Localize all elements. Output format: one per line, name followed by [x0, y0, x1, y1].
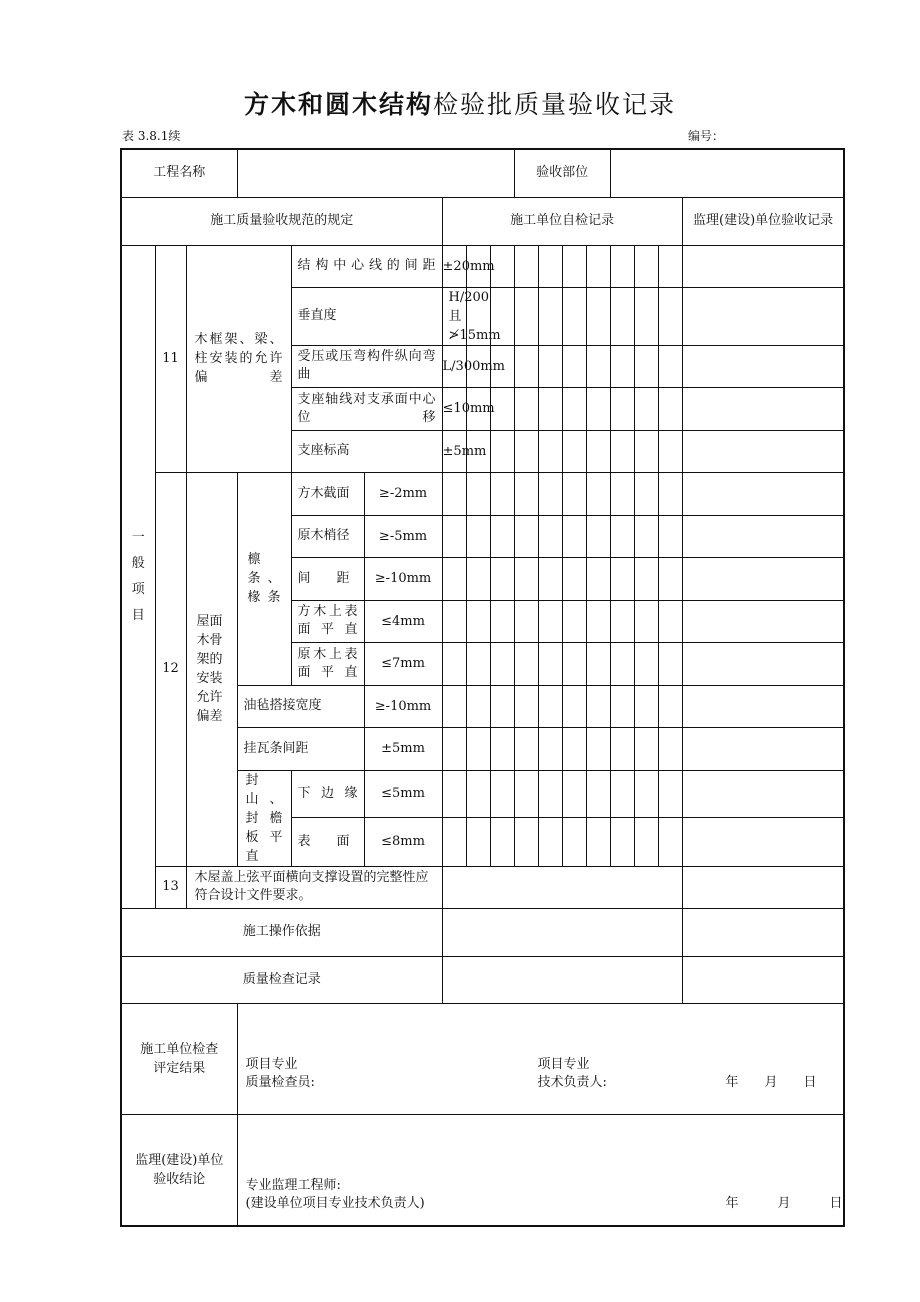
check-cell[interactable]	[538, 287, 562, 345]
acceptance-part-label: 验收部位	[514, 149, 610, 197]
check-cell[interactable]	[586, 770, 610, 817]
check-cell[interactable]	[442, 515, 466, 557]
inspection-table	[120, 148, 845, 1227]
supervise-cell[interactable]	[682, 817, 844, 866]
item11-row4-value: ≤10mm	[442, 387, 466, 430]
check-cell[interactable]	[490, 600, 514, 642]
check-cell[interactable]	[562, 557, 586, 600]
check-cell[interactable]	[514, 557, 538, 600]
basis-supervise[interactable]	[682, 908, 844, 956]
check-cell[interactable]	[658, 345, 682, 387]
purlin-row4-label: 方木上表面平直	[291, 600, 364, 642]
check-cell[interactable]	[490, 727, 514, 770]
check-cell[interactable]	[538, 430, 562, 472]
inspector-label-1: 项目专业	[245, 1056, 298, 1072]
owner-label: (建设单位项目专业技术负责人)	[245, 1195, 425, 1211]
check-cell[interactable]	[442, 557, 466, 600]
item11-no: 11	[155, 245, 186, 472]
check-cell[interactable]	[538, 642, 562, 685]
check-cell[interactable]	[538, 345, 562, 387]
check-cell[interactable]	[586, 387, 610, 430]
purlin-row1-label: 方木截面	[291, 472, 364, 515]
check-cell[interactable]	[658, 600, 682, 642]
check-cell[interactable]	[634, 600, 658, 642]
check-cell[interactable]	[610, 430, 634, 472]
check-cell[interactable]	[682, 287, 844, 345]
check-cell[interactable]	[658, 430, 682, 472]
check-cell[interactable]	[586, 515, 610, 557]
check-cell[interactable]	[538, 387, 562, 430]
check-cell[interactable]	[538, 770, 562, 817]
item11-name: 木框架、梁、柱安装的允许偏差	[186, 245, 291, 472]
check-cell[interactable]	[610, 287, 634, 345]
check-cell[interactable]	[634, 642, 658, 685]
contractor-label: 施工单位检查评定结果	[121, 1003, 237, 1114]
check-cell[interactable]	[586, 430, 610, 472]
check-cell[interactable]	[658, 642, 682, 685]
item11-row5-value: ±5mm	[442, 430, 466, 472]
title-bold: 方木和圆木结构	[243, 90, 433, 119]
supervise-cell[interactable]	[682, 515, 844, 557]
check-cell[interactable]	[610, 387, 634, 430]
supervise-cell[interactable]	[682, 685, 844, 727]
check-cell[interactable]	[634, 472, 658, 515]
check-cell[interactable]	[634, 515, 658, 557]
item11-row4-label: 支座轴线对支承面中心位移	[291, 387, 442, 430]
check-cell[interactable]	[514, 430, 538, 472]
check-cell[interactable]	[658, 770, 682, 817]
check-cell[interactable]	[586, 287, 610, 345]
check-cell[interactable]	[562, 600, 586, 642]
title-rest: 检验批质量验收记录	[433, 90, 677, 119]
item11-row3-label: 受压或压弯构件纵向弯曲	[291, 345, 442, 387]
check-cell[interactable]	[490, 515, 514, 557]
check-cell[interactable]	[562, 727, 586, 770]
self-check-header: 施工单位自检记录	[442, 197, 682, 245]
check-cell[interactable]	[586, 817, 610, 866]
check-cell[interactable]	[514, 600, 538, 642]
check-cell[interactable]	[538, 685, 562, 727]
check-cell[interactable]	[610, 600, 634, 642]
check-cell[interactable]	[658, 515, 682, 557]
acceptance-part-value[interactable]	[610, 149, 844, 197]
item12-no: 12	[155, 472, 186, 866]
supervise-cell[interactable]	[682, 770, 844, 817]
purlin-row3-label: 间 距	[291, 557, 364, 600]
check-cell[interactable]	[634, 685, 658, 727]
check-cell[interactable]	[658, 557, 682, 600]
spec-header: 施工质量验收规范的规定	[121, 197, 442, 245]
record-number-label: 编号：	[688, 129, 725, 143]
check-cell[interactable]	[442, 600, 466, 642]
eave-group-label: 封山、封檐板平直	[237, 770, 291, 866]
purlin-row3-value: ≥-10mm	[364, 557, 442, 600]
project-name-value[interactable]	[237, 149, 514, 197]
check-cell[interactable]	[634, 557, 658, 600]
purlin-row4-value: ≤4mm	[364, 600, 442, 642]
supervise-header: 监理(建设)单位验收记录	[682, 197, 844, 245]
inspector-label-2: 质量检查员:	[245, 1074, 315, 1090]
check-cell[interactable]	[586, 345, 610, 387]
record-label: 质量检查记录	[121, 956, 442, 1003]
check-cell[interactable]	[514, 685, 538, 727]
check-cell[interactable]	[634, 287, 658, 345]
check-cell[interactable]	[634, 817, 658, 866]
check-cell[interactable]	[538, 727, 562, 770]
felt-value: ≥-10mm	[364, 685, 442, 727]
eave-row1-value: ≤5mm	[364, 770, 442, 817]
supervise-cell[interactable]	[682, 600, 844, 642]
check-cell[interactable]	[562, 642, 586, 685]
check-cell[interactable]	[610, 515, 634, 557]
check-cell[interactable]	[562, 345, 586, 387]
check-cell[interactable]	[658, 685, 682, 727]
item13-text: 木屋盖上弦平面横向支撑设置的完整性应符合设计文件要求。	[186, 866, 442, 908]
supervise-cell[interactable]	[682, 642, 844, 685]
check-cell[interactable]	[490, 642, 514, 685]
check-cell[interactable]	[538, 515, 562, 557]
eave-row1-label: 下边缘	[291, 770, 364, 817]
check-cell[interactable]	[634, 387, 658, 430]
check-cell[interactable]	[442, 685, 466, 727]
supervise-cell[interactable]	[682, 557, 844, 600]
check-cell[interactable]	[634, 345, 658, 387]
eave-row2-label: 表 面	[291, 817, 364, 866]
check-cell[interactable]	[562, 287, 586, 345]
check-cell[interactable]	[610, 557, 634, 600]
basis-label: 施工操作依据	[121, 908, 442, 956]
check-cell[interactable]	[466, 817, 490, 866]
check-cell[interactable]	[682, 345, 844, 387]
purlin-row5-label: 原木上表面平直	[291, 642, 364, 685]
check-cell[interactable]	[586, 472, 610, 515]
check-cell[interactable]	[610, 642, 634, 685]
check-cell[interactable]	[634, 770, 658, 817]
check-cell[interactable]	[442, 642, 466, 685]
check-cell[interactable]	[442, 770, 466, 817]
check-cell[interactable]	[466, 515, 490, 557]
check-cell[interactable]	[586, 685, 610, 727]
check-cell[interactable]	[514, 515, 538, 557]
table-number: 表 3.8.1续	[122, 129, 181, 143]
check-cell[interactable]	[514, 727, 538, 770]
check-cell[interactable]	[538, 472, 562, 515]
check-cell[interactable]	[466, 770, 490, 817]
engineer-label: 专业监理工程师:	[245, 1177, 341, 1193]
check-cell[interactable]	[490, 817, 514, 866]
project-name-label: 工程名称	[121, 149, 237, 197]
check-cell[interactable]	[490, 770, 514, 817]
item11-row1-value: ±20mm	[442, 245, 466, 287]
check-cell[interactable]	[658, 727, 682, 770]
check-cell[interactable]	[658, 387, 682, 430]
record-value[interactable]	[442, 956, 682, 1003]
check-cell[interactable]	[610, 245, 634, 287]
check-cell[interactable]	[634, 727, 658, 770]
check-cell[interactable]	[466, 727, 490, 770]
supervisor-label: 监理(建设)单位验收结论	[121, 1114, 237, 1226]
check-cell[interactable]	[586, 727, 610, 770]
check-cell[interactable]	[466, 642, 490, 685]
check-cell[interactable]	[538, 817, 562, 866]
felt-label: 油毡搭接宽度	[237, 685, 364, 727]
purlin-row5-value: ≤7mm	[364, 642, 442, 685]
check-cell[interactable]	[514, 472, 538, 515]
check-cell[interactable]	[442, 727, 466, 770]
check-cell[interactable]	[586, 245, 610, 287]
supervise-cell[interactable]	[682, 727, 844, 770]
supervisor-date: 年 月 日	[725, 1195, 843, 1211]
check-cell[interactable]	[514, 642, 538, 685]
check-cell[interactable]	[562, 245, 586, 287]
check-cell[interactable]	[610, 345, 634, 387]
check-cell[interactable]	[490, 430, 514, 472]
item13-no: 13	[155, 866, 186, 908]
supervise-cell[interactable]	[682, 472, 844, 515]
check-cell[interactable]	[610, 472, 634, 515]
check-cell[interactable]	[586, 642, 610, 685]
check-cell[interactable]	[514, 817, 538, 866]
check-cell[interactable]	[610, 770, 634, 817]
check-cell[interactable]	[442, 817, 466, 866]
contractor-signature-area[interactable]	[237, 1003, 844, 1114]
check-cell[interactable]	[562, 472, 586, 515]
record-supervise[interactable]	[682, 956, 844, 1003]
check-cell[interactable]	[466, 557, 490, 600]
tile-label: 挂瓦条间距	[237, 727, 364, 770]
check-cell[interactable]	[466, 600, 490, 642]
check-cell[interactable]	[658, 472, 682, 515]
check-cell[interactable]	[538, 245, 562, 287]
check-cell[interactable]	[562, 515, 586, 557]
check-cell[interactable]	[682, 387, 844, 430]
check-cell[interactable]	[658, 245, 682, 287]
check-cell[interactable]	[610, 817, 634, 866]
supervise-cell[interactable]	[682, 866, 844, 908]
tech-label-1: 项目专业	[537, 1056, 590, 1072]
check-cell[interactable]	[562, 685, 586, 727]
page-title	[0, 88, 920, 122]
eave-row2-value: ≤8mm	[364, 817, 442, 866]
general-items-label: 一 般 项 目	[121, 245, 155, 908]
item11-row2-value: H/200且≯15mm	[442, 287, 466, 345]
check-cell[interactable]	[682, 245, 844, 287]
check-cell[interactable]	[538, 557, 562, 600]
contractor-date: 年 月 日	[725, 1074, 817, 1090]
check-cell[interactable]	[514, 345, 538, 387]
check-cell[interactable]	[466, 685, 490, 727]
purlin-group-label: 檩条、椽条	[237, 472, 291, 685]
check-cell[interactable]	[610, 727, 634, 770]
check-cell[interactable]	[562, 387, 586, 430]
item11-row5-label: 支座标高	[291, 430, 442, 472]
check-cell[interactable]	[538, 600, 562, 642]
check-cell[interactable]	[562, 817, 586, 866]
check-cell[interactable]	[658, 287, 682, 345]
check-cell[interactable]	[634, 245, 658, 287]
check-cell[interactable]	[586, 557, 610, 600]
item11-row3-value: L/300mm	[442, 345, 466, 387]
check-cell[interactable]	[442, 472, 466, 515]
check-cell[interactable]	[634, 430, 658, 472]
check-cell[interactable]	[490, 557, 514, 600]
tile-value: ±5mm	[364, 727, 442, 770]
check-cell[interactable]	[514, 770, 538, 817]
item13-check[interactable]	[442, 866, 682, 908]
item11-row1-label: 结构中心线的间距	[291, 245, 442, 287]
purlin-row2-value: ≥-5mm	[364, 515, 442, 557]
check-cell[interactable]	[514, 287, 538, 345]
check-cell[interactable]	[682, 430, 844, 472]
check-cell[interactable]	[490, 472, 514, 515]
check-cell[interactable]	[562, 770, 586, 817]
check-cell[interactable]	[490, 685, 514, 727]
item12-name: 屋面木骨架的安装允许偏差	[186, 472, 237, 866]
check-cell[interactable]	[514, 387, 538, 430]
check-cell[interactable]	[658, 817, 682, 866]
check-cell[interactable]	[586, 600, 610, 642]
purlin-row1-value: ≥-2mm	[364, 472, 442, 515]
basis-value[interactable]	[442, 908, 682, 956]
purlin-row2-label: 原木梢径	[291, 515, 364, 557]
tech-label-2: 技术负责人:	[537, 1074, 607, 1090]
check-cell[interactable]	[610, 685, 634, 727]
check-cell[interactable]	[514, 245, 538, 287]
item11-row2-label: 垂直度	[291, 287, 442, 345]
check-cell[interactable]	[562, 430, 586, 472]
check-cell[interactable]	[466, 472, 490, 515]
supervisor-signature-area[interactable]	[237, 1114, 844, 1226]
